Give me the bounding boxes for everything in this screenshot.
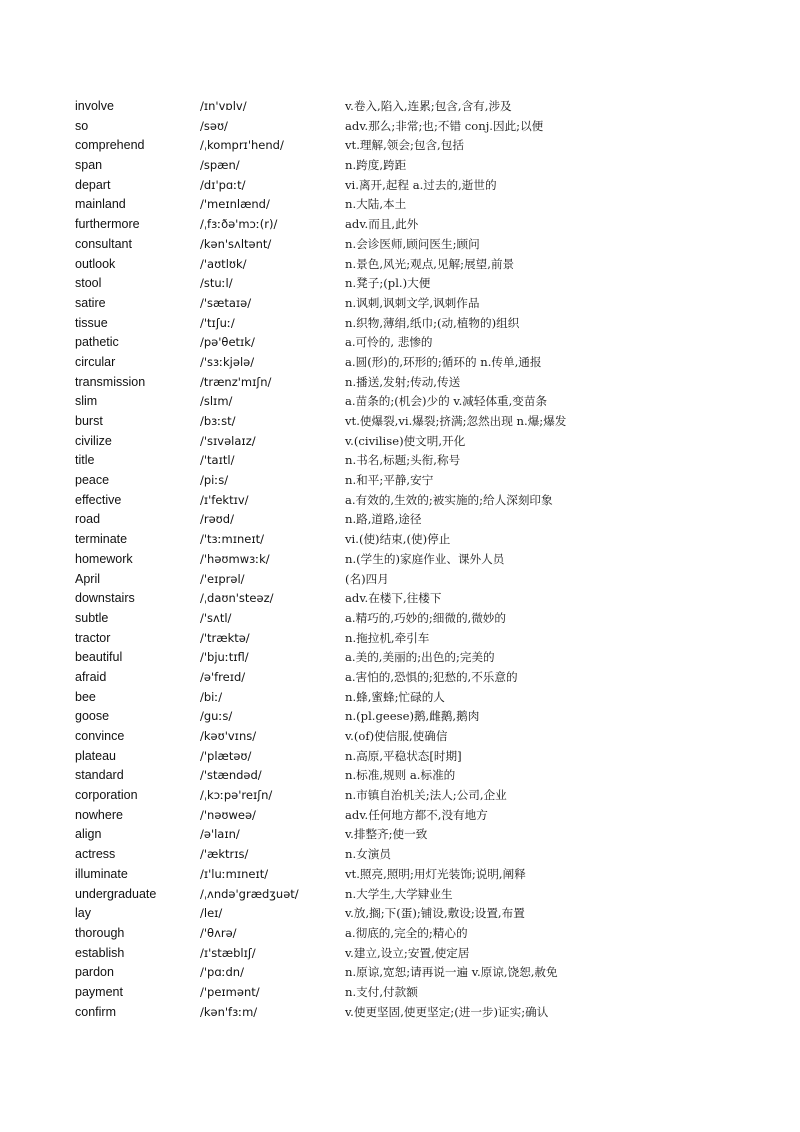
vocab-meaning: vi.离开,起程 a.过去的,逝世的: [345, 177, 497, 192]
vocab-meaning: n.(学生的)家庭作业、课外人员: [345, 551, 505, 566]
vocab-phonetic: /ə'freɪd/: [200, 669, 246, 684]
vocab-word: title: [75, 453, 95, 468]
vocab-meaning: v.(civilise)使文明,开化: [345, 433, 466, 448]
vocab-phonetic: /ɪ'luːmɪneɪt/: [200, 866, 269, 881]
vocab-word: establish: [75, 945, 125, 960]
vocab-word: transmission: [75, 374, 146, 389]
vocab-word: span: [75, 158, 103, 173]
vocab-row: [0, 117, 800, 137]
vocab-phonetic: /'sʌtl/: [200, 610, 232, 625]
vocab-meaning: v.使更坚固,使更坚定;(进一步)证实;确认: [345, 1004, 549, 1019]
vocab-word: afraid: [75, 669, 107, 684]
vocab-word: actress: [75, 847, 116, 862]
vocab-meaning: a.可怜的, 悲惨的: [345, 335, 433, 350]
vocab-row: [0, 176, 800, 196]
vocab-phonetic: /'taɪtl/: [200, 453, 235, 468]
vocab-row: [0, 845, 800, 865]
vocab-word: circular: [75, 354, 116, 369]
vocab-word: peace: [75, 473, 110, 488]
vocab-word: furthermore: [75, 217, 140, 232]
vocab-row: [0, 215, 800, 235]
vocab-phonetic: /'peɪmənt/: [200, 984, 260, 999]
vocab-meaning: n.市镇自治机关;法人;公司,企业: [345, 788, 507, 803]
vocab-row: [0, 432, 800, 452]
vocab-row: [0, 570, 800, 590]
vocab-meaning: v.建立,设立;安置,使定居: [345, 945, 470, 960]
vocab-row: [0, 550, 800, 570]
vocab-row: [0, 392, 800, 412]
vocab-word: outlook: [75, 256, 116, 271]
vocab-phonetic: /ˌʌndə'grædʒuət/: [200, 886, 299, 901]
vocab-phonetic: /slɪm/: [200, 394, 233, 409]
vocab-word: burst: [75, 414, 103, 428]
vocab-meaning: n.(pl.geese)鹅,雌鹅,鹅肉: [345, 709, 480, 724]
vocab-row: [0, 195, 800, 215]
vocab-word: mainland: [75, 197, 126, 212]
vocab-row: [0, 963, 800, 983]
vocab-phonetic: /'nəʊweə/: [200, 807, 256, 822]
vocab-word: subtle: [75, 610, 109, 625]
vocab-row: [0, 629, 800, 649]
vocab-meaning: vt.使爆裂,vi.爆裂;挤满;忽然出现 n.爆;爆发: [345, 414, 567, 428]
vocab-word: standard: [75, 768, 124, 783]
vocab-meaning: n.女演员: [345, 847, 391, 862]
vocab-phonetic: /guːs/: [200, 709, 233, 724]
vocab-row: [0, 668, 800, 688]
vocab-word: comprehend: [75, 138, 145, 153]
vocab-meaning: (名)四月: [345, 571, 389, 586]
vocab-row: [0, 451, 800, 471]
vocab-word: road: [75, 512, 101, 527]
vocab-meaning: v.排整齐;使一致: [345, 827, 428, 842]
vocab-phonetic: /kən'fɜːm/: [200, 1004, 258, 1019]
vocab-phonetic: /'tɪʃuː/: [200, 315, 235, 330]
vocab-row: [0, 648, 800, 668]
vocab-phonetic: /pə'θetɪk/: [200, 335, 255, 350]
vocab-row: [0, 530, 800, 550]
vocab-word: effective: [75, 492, 122, 507]
vocab-phonetic: /ɪn'vɒlv/: [200, 99, 247, 113]
vocab-meaning: n.标准,规则 a.标准的: [345, 768, 456, 783]
vocab-word: slim: [75, 394, 98, 409]
vocab-word: lay: [75, 906, 91, 921]
vocab-phonetic: /'plætəʊ/: [200, 748, 252, 763]
vocab-phonetic: /ˌfɜːðə'mɔː(r)/: [200, 217, 278, 232]
vocab-phonetic: /'sɜːkjələ/: [200, 354, 255, 369]
vocab-word: satire: [75, 295, 106, 310]
vocab-phonetic: /'æktrɪs/: [200, 847, 249, 862]
vocab-row: [0, 471, 800, 491]
vocab-row: [0, 412, 800, 432]
vocab-row: [0, 904, 800, 924]
vocab-meaning: adv.那么;非常;也;不错 conj.因此;以便: [345, 118, 544, 133]
vocab-row: [0, 589, 800, 609]
vocab-phonetic: /leɪ/: [200, 906, 223, 921]
vocab-meaning: n.高原,平稳状态[时期]: [345, 748, 462, 763]
vocab-phonetic: /'sætaɪə/: [200, 295, 252, 310]
vocab-meaning: n.大学生,大学肄业生: [345, 886, 453, 901]
vocab-phonetic: /ˌkɔːpə'reɪʃn/: [200, 788, 273, 803]
vocab-meaning: n.和平;平静,安宁: [345, 473, 434, 488]
vocab-meaning: a.苗条的;(机会)少的 v.减轻体重,变苗条: [345, 394, 548, 409]
vocab-phonetic: /'pɑːdn/: [200, 965, 244, 980]
vocab-row: [0, 491, 800, 511]
vocab-meaning: n.支付,付款额: [345, 984, 418, 999]
vocab-word: tractor: [75, 630, 111, 645]
vocab-phonetic: /səʊ/: [200, 118, 228, 133]
vocab-row: [0, 766, 800, 786]
vocab-word: align: [75, 827, 102, 842]
vocab-meaning: a.精巧的,巧妙的;细微的,微妙的: [345, 610, 507, 625]
vocab-phonetic: /biː/: [200, 689, 223, 704]
vocab-meaning: n.蜂,蜜蜂;忙碌的人: [345, 689, 445, 704]
vocab-phonetic: /'bjuːtɪfl/: [200, 650, 249, 665]
vocab-phonetic: /stuːl/: [200, 276, 233, 291]
vocab-phonetic: /'tɜːmɪneɪt/: [200, 532, 265, 547]
vocab-meaning: n.原谅,宽恕;请再说一遍 v.原谅,饶恕,赦免: [345, 965, 558, 980]
vocab-word: homework: [75, 551, 133, 566]
vocab-word: depart: [75, 177, 111, 192]
vocab-word: goose: [75, 709, 110, 724]
vocab-row: [0, 235, 800, 255]
vocab-word: corporation: [75, 788, 138, 803]
vocab-row: [0, 314, 800, 334]
vocab-meaning: n.景色,风光;观点,见解;展望,前景: [345, 256, 515, 271]
vocab-phonetic: /dɪ'pɑːt/: [200, 177, 246, 192]
vocab-meaning: vt.照亮,照明;用灯光装饰;说明,阐释: [345, 866, 526, 881]
vocab-phonetic: /'eɪprəl/: [200, 571, 245, 586]
vocab-word: consultant: [75, 236, 132, 251]
vocab-row: [0, 373, 800, 393]
vocab-row: [0, 924, 800, 944]
vocab-row: [0, 983, 800, 1003]
vocab-meaning: vt.理解,领会;包含,包括: [345, 138, 464, 153]
vocab-row: [0, 885, 800, 905]
vocab-word: beautiful: [75, 650, 123, 665]
vocab-row: [0, 609, 800, 629]
vocab-phonetic: /piːs/: [200, 473, 229, 488]
vocab-row: [0, 97, 800, 117]
vocab-phonetic: /'stændəd/: [200, 768, 262, 783]
vocab-word: thorough: [75, 925, 125, 940]
vocab-row: [0, 510, 800, 530]
vocab-phonetic: /kəʊ'vɪns/: [200, 729, 257, 743]
vocab-row: [0, 786, 800, 806]
vocab-row: [0, 353, 800, 373]
vocab-row: [0, 156, 800, 176]
vocab-meaning: a.有效的,生效的;被实施的;给人深刻印象: [345, 492, 553, 507]
vocab-phonetic: /rəʊd/: [200, 512, 234, 527]
vocabulary-list: [0, 97, 800, 1022]
vocab-row: [0, 707, 800, 727]
vocab-word: payment: [75, 984, 123, 999]
vocab-word: plateau: [75, 748, 117, 763]
vocab-phonetic: /'aʊtlʊk/: [200, 256, 247, 271]
vocab-word: civilize: [75, 433, 112, 448]
vocab-word: involve: [75, 99, 114, 113]
vocab-meaning: n.会诊医师,顾问医生;顾问: [345, 236, 480, 251]
vocab-meaning: a.害怕的,恐惧的;犯愁的,不乐意的: [345, 669, 518, 684]
vocab-row: [0, 294, 800, 314]
vocab-meaning: adv.而且,此外: [345, 217, 419, 232]
vocab-word: confirm: [75, 1004, 116, 1019]
vocab-row: [0, 747, 800, 767]
vocab-row: [0, 806, 800, 826]
vocab-phonetic: /'træktə/: [200, 630, 250, 645]
vocab-word: undergraduate: [75, 886, 157, 901]
vocab-phonetic: /ˌkomprɪ'hend/: [200, 138, 284, 153]
vocab-meaning: a.美的,美丽的;出色的;完美的: [345, 650, 495, 665]
vocab-phonetic: /ɪ'stæblɪʃ/: [200, 945, 256, 960]
vocab-row: [0, 944, 800, 964]
vocab-row: [0, 1003, 800, 1023]
vocab-phonetic: /ɪ'fektɪv/: [200, 492, 249, 507]
vocab-row: [0, 255, 800, 275]
vocab-word: April: [75, 571, 101, 586]
vocab-phonetic: /trænz'mɪʃn/: [200, 374, 272, 389]
vocab-meaning: n.路,道路,途径: [345, 512, 422, 527]
vocab-phonetic: /spæn/: [200, 158, 240, 173]
vocab-word: downstairs: [75, 591, 135, 606]
vocab-phonetic: /kən'sʌltənt/: [200, 236, 272, 251]
vocab-phonetic: /'meɪnlænd/: [200, 197, 270, 212]
vocab-phonetic: /bɜːst/: [200, 414, 236, 428]
vocab-meaning: n.织物,薄绢,纸巾;(动,植物的)组织: [345, 315, 520, 330]
vocab-word: stool: [75, 276, 102, 291]
vocab-meaning: n.凳子;(pl.)大便: [345, 276, 431, 291]
vocab-meaning: a.圆(形)的,环形的;循环的 n.传单,通报: [345, 354, 542, 369]
vocab-row: [0, 865, 800, 885]
vocab-word: convince: [75, 729, 125, 743]
vocab-phonetic: /'θʌrə/: [200, 925, 237, 940]
vocab-row: [0, 274, 800, 294]
vocab-phonetic: /ə'laɪn/: [200, 827, 240, 842]
vocab-meaning: adv.在楼下,往楼下: [345, 591, 442, 606]
vocab-meaning: v.卷入,陷入,连累;包含,含有,涉及: [345, 99, 512, 113]
vocab-row: [0, 136, 800, 156]
vocab-row: [0, 688, 800, 708]
vocab-meaning: v.(of)使信服,使确信: [345, 729, 448, 743]
vocab-meaning: n.讽刺,讽刺文学,讽刺作品: [345, 295, 480, 310]
vocab-meaning: adv.任何地方都不,没有地方: [345, 807, 488, 822]
vocab-meaning: n.播送,发射;传动,传送: [345, 374, 461, 389]
vocab-word: tissue: [75, 315, 108, 330]
vocab-word: nowhere: [75, 807, 123, 822]
vocab-meaning: v.放,搁;下(蛋);铺设,敷设;设置,布置: [345, 906, 525, 921]
vocab-word: bee: [75, 689, 96, 704]
vocab-word: pardon: [75, 965, 114, 980]
vocab-meaning: vi.(使)结束,(使)停止: [345, 532, 451, 547]
vocab-word: pathetic: [75, 335, 119, 350]
vocab-word: illuminate: [75, 866, 128, 881]
vocab-meaning: a.彻底的,完全的;精心的: [345, 925, 468, 940]
vocab-meaning: n.跨度,跨距: [345, 158, 407, 173]
vocab-phonetic: /'həʊmwɜːk/: [200, 551, 270, 566]
vocab-row: [0, 333, 800, 353]
vocab-meaning: n.大陆,本土: [345, 197, 407, 212]
vocab-word: so: [75, 118, 89, 133]
vocab-phonetic: /'sɪvəlaɪz/: [200, 433, 256, 448]
vocab-phonetic: /ˌdaʊn'steəz/: [200, 591, 274, 606]
vocab-row: [0, 727, 800, 747]
vocab-word: terminate: [75, 532, 128, 547]
vocab-meaning: n.拖拉机,牵引车: [345, 630, 430, 645]
vocab-meaning: n.书名,标题;头衔,称号: [345, 453, 461, 468]
vocab-row: [0, 825, 800, 845]
